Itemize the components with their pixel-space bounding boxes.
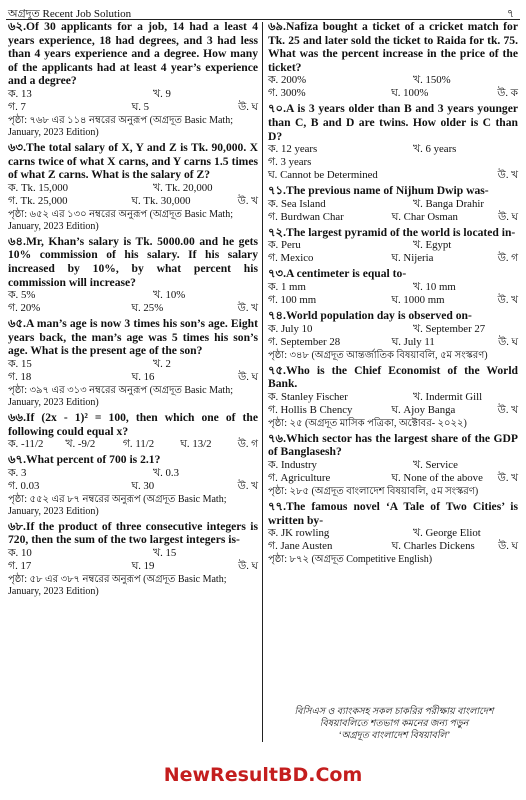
question-number: ৭৪. <box>268 308 286 322</box>
option-row <box>268 239 518 252</box>
option-row <box>8 101 258 114</box>
question-body: A is 3 years older than B and 3 years younger than C, B and D are twins. How older is C than D? <box>268 102 518 143</box>
answer-option[interactable]: ঘ. Cannot be Determined <box>268 169 378 182</box>
options-block <box>8 547 258 573</box>
question-item <box>268 500 518 566</box>
question-item <box>268 102 518 182</box>
correct-answer: উ. গ <box>497 253 518 265</box>
question-text <box>8 411 258 438</box>
option-row <box>268 527 518 540</box>
question-text <box>8 520 258 547</box>
question-item <box>8 235 258 315</box>
answer-option[interactable]: ক. 1 mm <box>268 280 306 293</box>
correct-answer: উ. খ <box>237 480 258 492</box>
question-number: ৭০. <box>268 102 286 116</box>
correct-answer: উ. ঘ <box>238 101 258 113</box>
question-body: The total salary of X, Y and Z is Tk. 90,000. X carns twice of what X carns, and Y carns 1.5 times of what Z carns. What is the salary of Z? <box>8 140 258 182</box>
question-item <box>268 184 518 224</box>
promo-line-2: বিষয়াবলিতে শতভাগ কমনের জন্য পড়ুন <box>319 719 469 729</box>
option-row <box>268 281 518 294</box>
options-block <box>268 239 518 265</box>
question-number: ৭২. <box>268 225 286 239</box>
answer-option[interactable]: গ. 11/2 <box>122 438 155 451</box>
options-block <box>268 281 518 307</box>
answer-option[interactable]: ঘ. Charles Dickens <box>391 540 475 553</box>
correct-answer: উ. খ <box>497 404 518 416</box>
promo-line-3: ‘অগ্রদূত বাংলাদেশ বিষয়াবলি’ <box>338 731 450 741</box>
answer-option[interactable]: গ. Mexico <box>268 252 314 265</box>
question-body: World population day is observed on- <box>285 308 472 322</box>
option-row <box>8 88 258 101</box>
option-row <box>268 336 518 349</box>
question-body: Mr, Khan’s salary is Tk. 5000.00 and he gets 10% commission of his salary. If his salary increased by 10%, by what percent his commission will increase? <box>8 234 258 289</box>
question-number: ৬৬. <box>8 410 26 424</box>
answer-option[interactable]: গ. 3 years <box>268 156 312 169</box>
question-number: ৭৭. <box>268 499 286 513</box>
question-body: The previous name of Nijhum Dwip was- <box>285 184 489 198</box>
answer-option[interactable]: গ. Tk. 25,000 <box>8 194 68 207</box>
answer-option[interactable]: গ. Hollis B Chency <box>268 403 353 416</box>
answer-option[interactable]: খ. George Eliot <box>413 527 481 540</box>
question-number: ৬৫. <box>8 317 26 331</box>
source-reference: পৃষ্ঠা: ৫৮ এর ৩৮৭ নম্বরের অনুরূপ (অগ্রদূত Basic Math; January, 2023 Edition) <box>8 573 227 597</box>
options-block <box>268 323 518 349</box>
answer-option[interactable]: ক. 3 <box>8 466 27 479</box>
answer-option[interactable]: খ. September 27 <box>413 322 486 335</box>
page-number: ৭ <box>506 8 514 20</box>
option-row <box>268 211 518 224</box>
source-reference: পৃষ্ঠা: ৩৪৮ (অগ্রদূত আন্তর্জাতিক বিষয়াবলি, ৫ম সংস্করণ) <box>268 349 488 361</box>
question-text <box>268 267 518 281</box>
source-reference: পৃষ্ঠা: ৬৫২ এর ১৩০ নম্বরের অনুরূপ (অগ্রদূত Basic Math; January, 2023 Edition) <box>8 208 233 232</box>
question-body: Of 30 applicants for a job, 14 had a least 4 years experience, 18 had degrees, and 3 had less than 4 years experience and a degree. How many of the applicants had at least 4 year’s experience and a degree? <box>8 20 258 88</box>
option-row <box>268 252 518 265</box>
question-text <box>8 235 258 289</box>
source-reference: পৃষ্ঠা: ২৫ (অগ্রদূত মাসিক পত্রিকা, অক্টোবর- ২০২২) <box>268 417 467 429</box>
question-text <box>268 102 518 143</box>
answer-option[interactable]: ঘ. 5 <box>131 100 150 113</box>
answer-option[interactable]: ক. 200% <box>268 74 307 87</box>
question-text <box>8 317 258 358</box>
question-text <box>8 453 258 467</box>
correct-answer: উ. খ <box>237 195 258 207</box>
answer-option[interactable]: খ. 2 <box>153 357 171 370</box>
options-block <box>8 289 258 315</box>
question-number: ৬৮. <box>8 519 26 533</box>
answer-option[interactable]: ঘ. Nijeria <box>391 252 434 265</box>
correct-answer: উ. ক <box>497 88 518 100</box>
options-block <box>268 74 518 100</box>
option-row <box>8 438 258 451</box>
answer-option[interactable]: ঘ. 16 <box>131 370 155 383</box>
options-block <box>268 459 518 485</box>
answer-option[interactable]: খ. 6 years <box>413 143 457 156</box>
question-number: ৬৩. <box>8 140 26 154</box>
question-item <box>8 520 258 598</box>
question-body: Which sector has the largest share of the GDP of Banglasesh? <box>268 431 518 459</box>
question-number: ৬৭. <box>8 453 26 467</box>
answer-option[interactable]: খ. 0.3 <box>153 466 179 479</box>
answer-option[interactable]: খ. 150% <box>413 74 451 87</box>
answer-option[interactable]: ঘ. 19 <box>131 559 155 572</box>
right-column <box>268 20 518 568</box>
correct-answer: উ. ঘ <box>498 211 518 223</box>
option-row <box>268 294 518 307</box>
answer-option[interactable]: ঘ. July 11 <box>391 335 435 348</box>
question-body: A centimeter is equal to- <box>285 267 407 281</box>
answer-option[interactable]: ক. 10 <box>8 546 32 559</box>
option-row <box>8 560 258 573</box>
option-row <box>268 87 518 100</box>
answer-option[interactable]: ঘ. None of the above <box>391 471 483 484</box>
answer-option[interactable]: ক. Stanley Fischer <box>268 390 348 403</box>
options-block <box>268 391 518 417</box>
correct-answer: উ. ঘ <box>238 371 258 383</box>
question-item <box>8 317 258 409</box>
answer-option[interactable]: খ. Indermit Gill <box>413 390 483 403</box>
option-row <box>8 371 258 384</box>
book-title: অগ্রদূত Recent Job Solution <box>8 8 132 20</box>
answer-option[interactable]: ঘ. 25% <box>131 302 164 315</box>
question-text <box>268 364 518 391</box>
correct-answer: উ. খ <box>497 170 518 182</box>
option-row <box>268 459 518 472</box>
answer-option[interactable]: খ. -9/2 <box>65 438 96 451</box>
option-row <box>8 302 258 315</box>
answer-option[interactable]: খ. Service <box>413 458 458 471</box>
option-row <box>268 323 518 336</box>
answer-option[interactable]: গ. Agriculture <box>268 471 331 484</box>
answer-option[interactable]: গ. 100 mm <box>268 293 317 306</box>
question-item <box>268 364 518 430</box>
answer-option[interactable]: ক. -11/2 <box>8 438 44 451</box>
question-number: ৭৬. <box>268 431 286 445</box>
question-body: Who is the Chief Economist of the World Bank. <box>268 363 518 391</box>
options-block <box>8 467 258 493</box>
answer-option[interactable]: ঘ. 100% <box>391 87 429 100</box>
answer-option[interactable]: গ. 300% <box>268 87 306 100</box>
correct-answer: উ. গ <box>237 439 258 451</box>
correct-answer: উ. ঘ <box>238 560 258 572</box>
answer-option[interactable]: খ. 15 <box>153 546 177 559</box>
option-row <box>268 156 518 169</box>
question-item <box>268 432 518 498</box>
answer-option[interactable]: গ. 18 <box>8 370 32 383</box>
answer-option[interactable]: খ. 9 <box>153 87 171 100</box>
answer-option[interactable]: ক. Tk. 15,000 <box>8 181 69 194</box>
question-number: ৬২. <box>8 20 26 33</box>
column-divider <box>262 22 263 742</box>
answer-option[interactable]: খ. Egypt <box>413 239 452 252</box>
question-item <box>268 226 518 266</box>
option-row <box>8 547 258 560</box>
answer-option[interactable]: ঘ. 1000 mm <box>391 293 445 306</box>
answer-option[interactable]: খ. 10 mm <box>413 280 456 293</box>
question-text <box>268 226 518 240</box>
option-row <box>8 480 258 493</box>
site-brand[interactable]: NewResultBD.Com <box>163 764 363 786</box>
option-row <box>8 182 258 195</box>
question-item <box>8 453 258 518</box>
option-row <box>8 358 258 371</box>
options-block <box>268 198 518 224</box>
answer-option[interactable]: গ. Jane Austen <box>268 540 333 553</box>
option-row <box>268 391 518 404</box>
source-reference: পৃষ্ঠা: ৮৭২ (অগ্রদূত Competitive English) <box>268 554 433 566</box>
options-block <box>8 438 258 451</box>
question-number: ৭১. <box>268 184 286 198</box>
question-number: ৭৫. <box>268 363 286 377</box>
answer-option[interactable]: ক. Sea Island <box>268 197 326 210</box>
promo-box <box>268 706 520 742</box>
options-block <box>8 182 258 208</box>
question-number: ৭৩. <box>268 267 286 281</box>
question-item <box>8 411 258 451</box>
answer-option[interactable]: ঘ. 30 <box>131 479 155 492</box>
question-item <box>8 141 258 233</box>
answer-option[interactable]: ক. July 10 <box>268 322 313 335</box>
option-row <box>268 143 518 156</box>
options-block <box>268 527 518 553</box>
left-column <box>8 20 258 600</box>
correct-answer: উ. খ <box>497 472 518 484</box>
answer-option[interactable]: গ. Burdwan Char <box>268 210 344 223</box>
option-row <box>268 404 518 417</box>
question-text <box>268 184 518 198</box>
question-text <box>8 141 258 182</box>
question-text <box>8 20 258 88</box>
question-item <box>268 267 518 307</box>
answer-option[interactable]: খ. 10% <box>153 289 186 302</box>
correct-answer: উ. খ <box>237 303 258 315</box>
options-block <box>8 88 258 114</box>
source-reference: পৃষ্ঠা: ২৮৫ (অগ্রদূত বাংলাদেশ বিষয়াবলি, ৫ম সংস্করণ) <box>268 485 479 497</box>
question-body: What percent of 700 is 2.1? <box>25 453 161 467</box>
option-row <box>268 74 518 87</box>
question-item <box>8 20 258 139</box>
option-row <box>268 540 518 553</box>
question-item <box>268 20 518 100</box>
correct-answer: উ. ঘ <box>498 336 518 348</box>
page-header <box>8 5 518 19</box>
question-number: ৬৪. <box>8 234 26 248</box>
option-row <box>8 195 258 208</box>
option-row <box>268 472 518 485</box>
source-reference: পৃষ্ঠা: ৩৯৭ এর ৩১৩ নম্বরের অনুরূপ (অগ্রদূত Basic Math; January, 2023 Edition) <box>8 384 233 408</box>
answer-option[interactable]: ক. 12 years <box>268 143 318 156</box>
promo-line-1: বিসিএস ও ব্যাংকসহ সকল চাকরির পরীক্ষায় বাংলাদেশ <box>294 707 494 717</box>
answer-option[interactable]: গ. 20% <box>8 302 41 315</box>
options-block <box>8 358 258 384</box>
answer-option[interactable]: গ. September 28 <box>268 335 341 348</box>
answer-option[interactable]: ক. Peru <box>268 239 301 252</box>
question-item <box>268 309 518 362</box>
answer-option[interactable]: গ. 0.03 <box>8 479 40 492</box>
source-reference: পৃষ্ঠা: ৫৫২ এর ৮৭ নম্বরের অনুরূপ (অগ্রদূত Basic Math; January, 2023 Edition) <box>8 493 227 517</box>
question-body: Nafiza bought a ticket of a cricket match for Tk. 25 and later sold the ticket to Raida for tk. 75. What was the percent increase in the price of the ticket? <box>268 20 518 74</box>
correct-answer: উ. ঘ <box>498 541 518 553</box>
question-body: The famous novel ‘A Tale of Two Cities’ is written by- <box>268 499 518 527</box>
question-text <box>268 20 518 74</box>
answer-option[interactable]: খ. Tk. 20,000 <box>153 181 213 194</box>
answer-option[interactable]: খ. Banga Drahir <box>413 197 484 210</box>
option-row <box>8 289 258 302</box>
answer-option[interactable]: ঘ. Ajoy Banga <box>391 403 456 416</box>
question-number: ৬৯. <box>268 20 286 33</box>
question-text <box>268 500 518 527</box>
answer-option[interactable]: ক. 5% <box>8 289 36 302</box>
option-row <box>8 467 258 480</box>
answer-option[interactable]: ঘ. Char Osman <box>391 210 458 223</box>
answer-option[interactable]: গ. 7 <box>8 100 26 113</box>
answer-option[interactable]: ক. Industry <box>268 458 317 471</box>
answer-option[interactable]: ক. JK rowling <box>268 527 330 540</box>
answer-option[interactable]: ঘ. 13/2 <box>180 438 212 451</box>
options-block <box>268 143 518 182</box>
option-row <box>268 198 518 211</box>
question-body: The largest pyramid of the world is located in- <box>285 225 516 239</box>
question-body: If (2x - 1)² = 100, then which one of the following could equal x? <box>8 410 258 438</box>
answer-option[interactable]: ক. 13 <box>8 87 32 100</box>
question-text <box>268 432 518 459</box>
answer-option[interactable]: গ. 17 <box>8 559 32 572</box>
correct-answer: উ. খ <box>497 294 518 306</box>
answer-option[interactable]: ঘ. Tk. 30,000 <box>131 194 191 207</box>
answer-option[interactable]: ক. 15 <box>8 357 32 370</box>
question-body: A man’s age is now 3 times his son’s age. Eight years back, the man’s age was 5 times his son’s age. What is the present age of the son? <box>8 317 258 358</box>
question-text <box>268 309 518 323</box>
source-reference: পৃষ্ঠা: ৭৬৮ এর ১১৪ নম্বরের অনুরূপ (অগ্রদূত Basic Math; January, 2023 Edition) <box>8 114 233 138</box>
question-body: If the product of three consecutive integers is 720, then the sum of the two largest integers is- <box>8 519 258 547</box>
option-row <box>268 169 518 182</box>
